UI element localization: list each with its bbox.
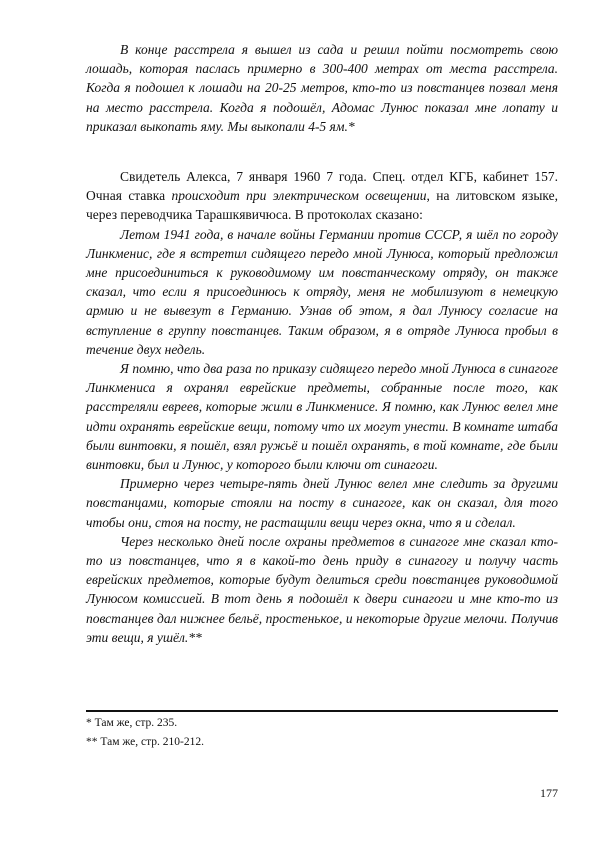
footnote-2: ** Там же, стр. 210-212. <box>86 736 204 748</box>
body-text-main <box>86 167 558 647</box>
paragraph-testimony-1: Летом 1941 года, в начале войны Германии против СССР, я шёл по городу Линкменис, где я встретил сидящего передо мной Лунюса, который предложил мне присоединиться к руководимому им повстанческому отряду, он также сказал, что если я присоединюсь к отряду, меня не мобилизуют в немецкую армию и не вывезут в Германию. Узнав об этом, я дал Лунюсу согласие на вступление в группу повстанцев. Таким образом, я в отряде Лунюса пробыл в течение двух недель. <box>86 226 558 357</box>
witness-intro-text-end: , на литовском языке, через переводчика Тарашкявичюса. В протоколах сказано: <box>86 188 558 223</box>
paragraph-testimony-3: Примерно через четыре-пять дней Лунюс велел мне следить за другими повстанцами, которые стояли на посту в синагоге, как он сказал, для того чтобы они, стоя на посту, не растащили вещи через окна, что я и сделал. <box>86 476 558 530</box>
page-number: 177 <box>540 786 558 800</box>
footnote-divider <box>86 710 558 712</box>
paragraph-testimony-4: Через несколько дней после охраны предметов в синагоге мне сказал кто-то из повстанцев, что я в какой-то день приду в синагогу и получу часть еврейских предметов, которые будут делиться среди повстанцев руководимой Лунюсом комиссией. В тот день я подошёл к двери синагоги и мне кто-то из повстанцев дал нижнее бельё, простенькое, и некоторые другие мелочи. Получив эти вещи, я ушёл.** <box>86 533 558 645</box>
paragraph-testimony-2: Я помню, что два раза по приказу сидящего передо мной Лунюса в синагоге Линкмениса я охранял еврейские предметы, собранные после того, как расстреляли евреев, которые жили в Линкменисе. Я помню, как Лунюс велел мне идти охранять еврейские вещи, потому что их могут унести. В комнате штаба были винтовки, я пошёл, взял ружьё и пошёл охранять, в той комнате, где были винтовки, был и Лунюс, у которого были ключи от синагоги. <box>86 361 558 473</box>
paragraph-execution-end: В конце расстрела я вышел из сада и решил пойти посмотреть свою лошадь, которая паслась примерно в 300-400 метрах от места расстрела. Когда я подошел к лошади на 20-25 метров, кто-то из повстанцев позвал меня на место расстрела. Когда я подошёл, Адомас Лунюс показал мне лопату и приказал выкопать яму. Мы выкопали 4-5 ям.* <box>86 42 558 134</box>
witness-intro-italic: происходит при электрическом освещении <box>171 188 427 204</box>
footnote-1: * Там же, стр. 235. <box>86 717 178 729</box>
body-text-top <box>86 40 558 136</box>
paragraph-witness-intro <box>86 167 558 225</box>
witness-intro-text: Свидетель Алекса, 7 января 1960 7 года. Спец. отдел КГБ, кабинет 157. Очная ставка <box>86 169 558 204</box>
